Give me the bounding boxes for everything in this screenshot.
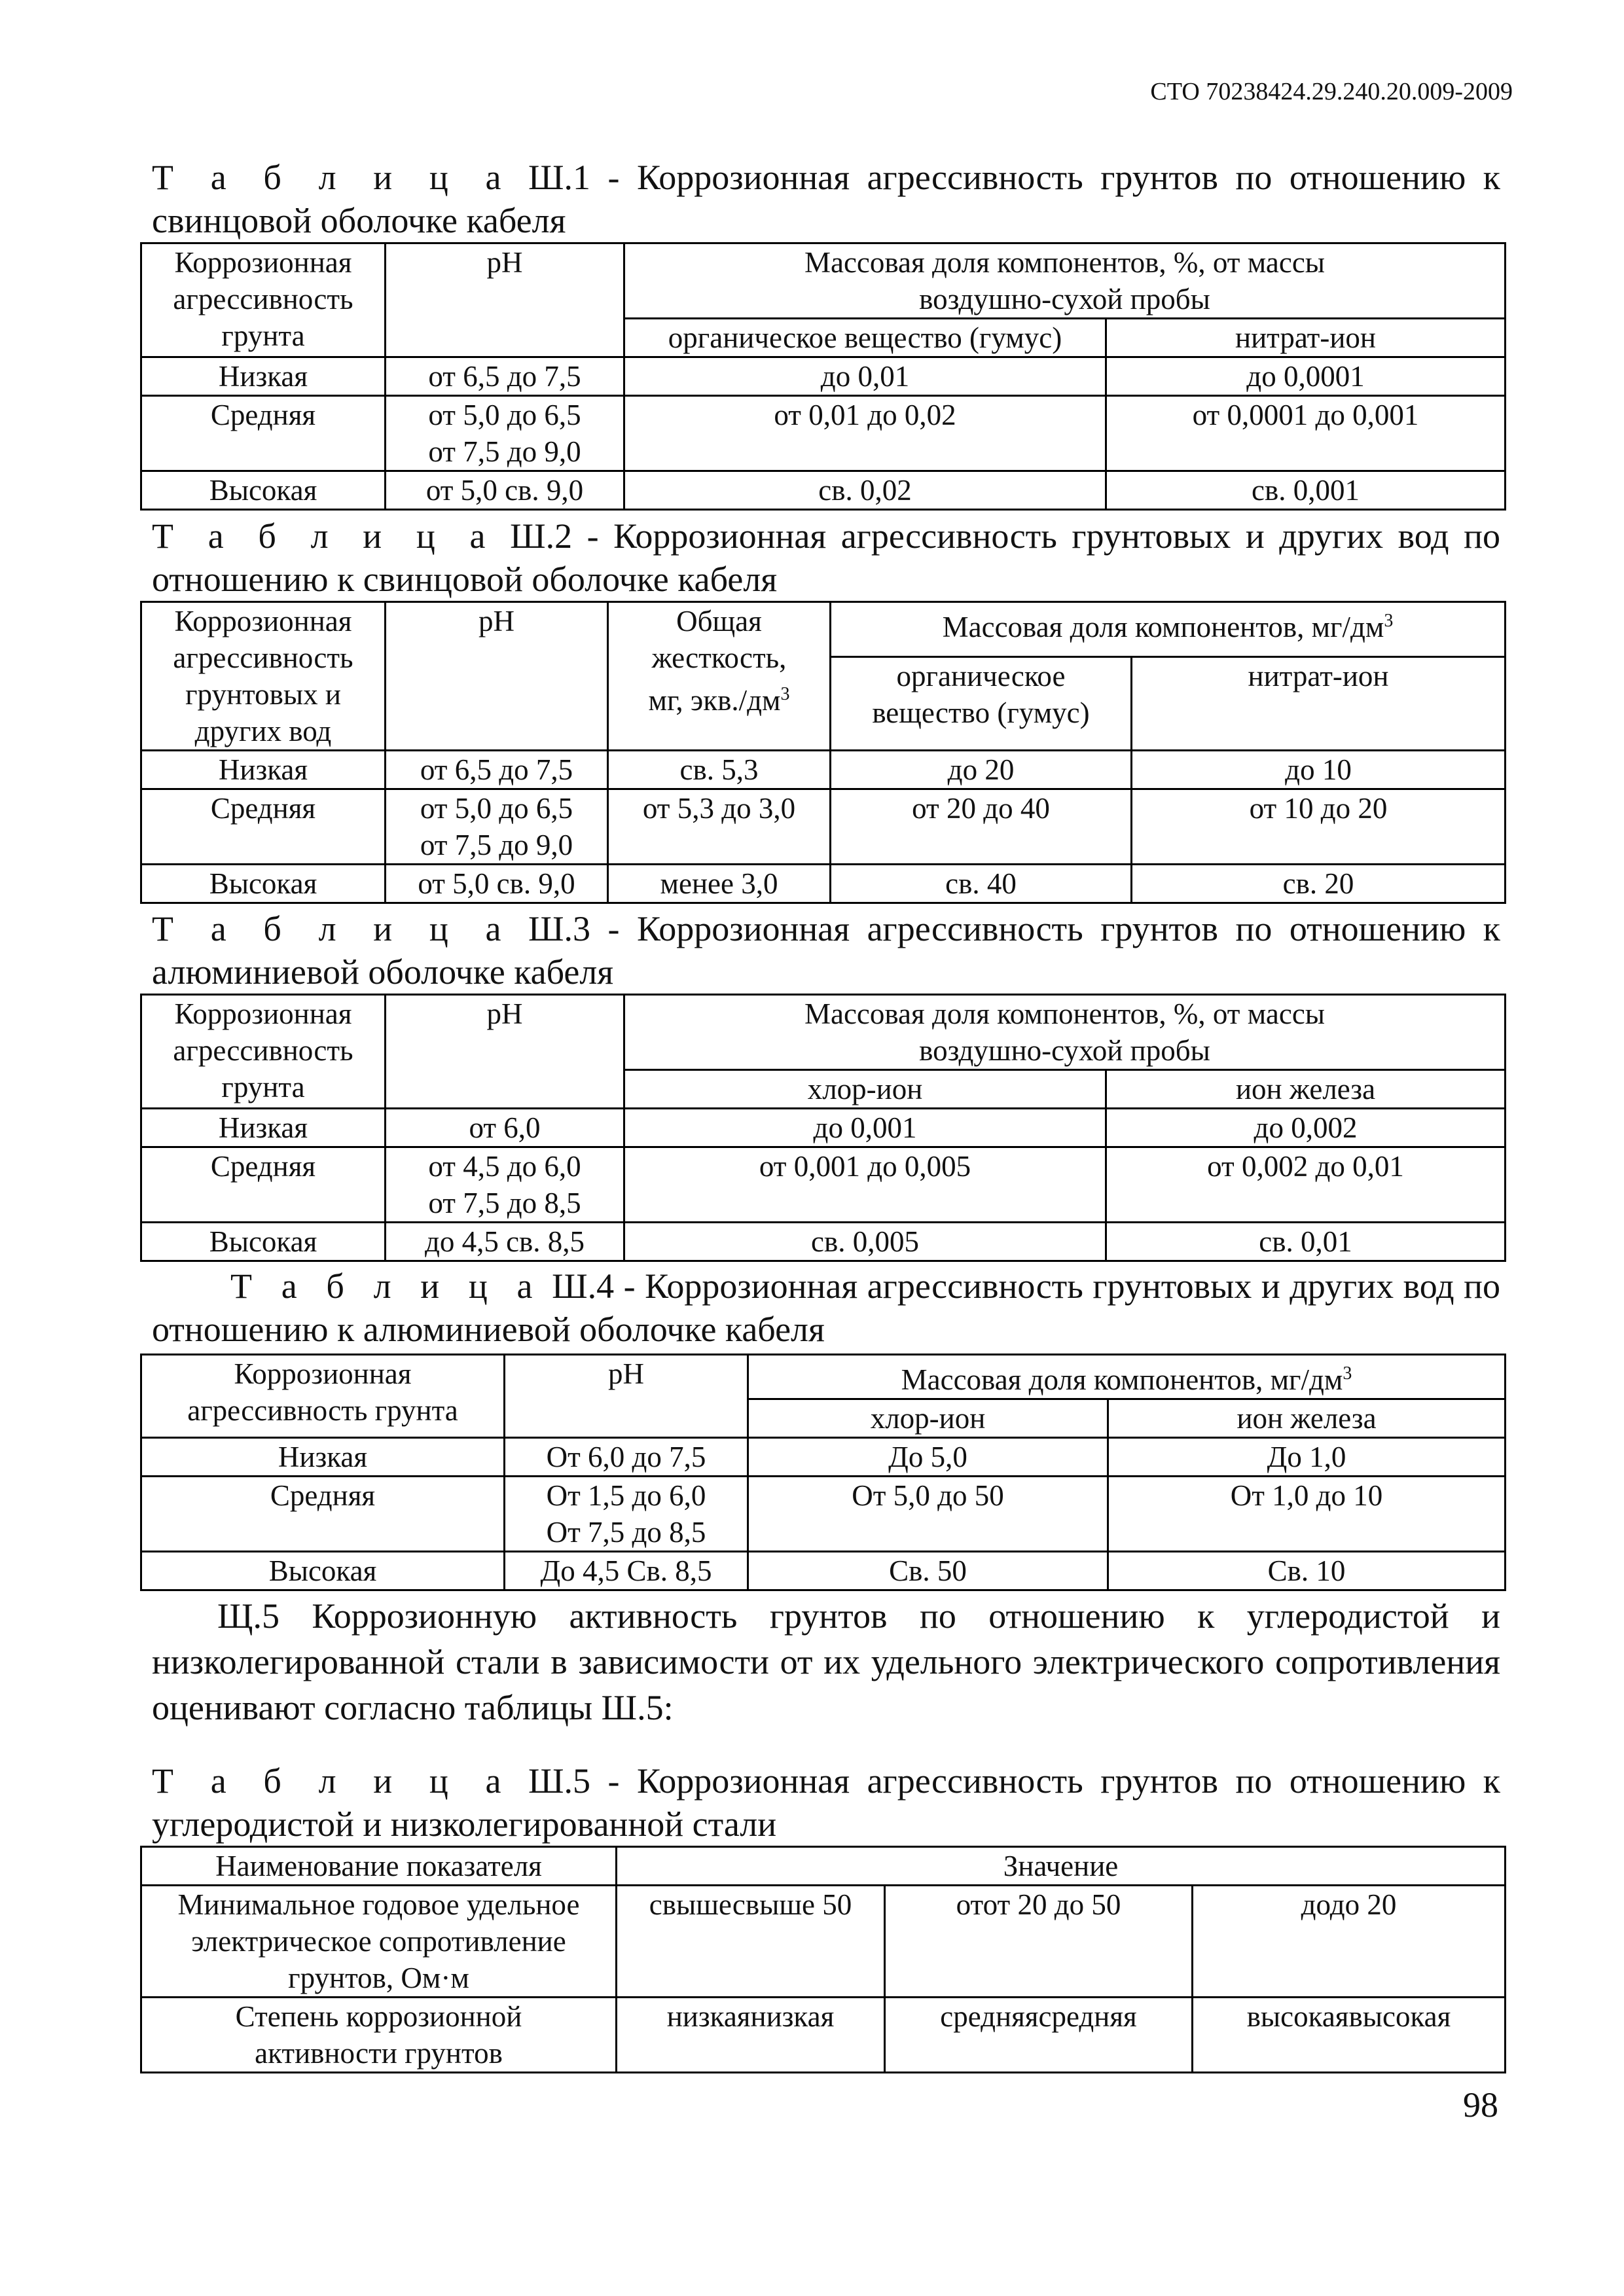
cell-chloride-ion: От 5,0 до 50 [748,1477,1108,1552]
table-row [141,471,1506,510]
table-3 [140,994,1506,1262]
cell-organic-matter: до 20 [831,751,1132,789]
table-row [141,1886,1506,1998]
cell-indicator-name: Минимальное годовое удельное электрическое сопротивление грунтов, Ом·м [141,1886,617,1998]
cell-aggressiveness: Высокая [141,1552,505,1590]
cell-value: свышесвыше 50 [617,1886,885,1998]
cell-aggressiveness: Средняя [141,396,386,471]
cell-indicator-name: Степень коррозионной активности грунтов [141,1998,617,2073]
cell-ph: от 4,5 до 6,0 от 7,5 до 8,5 [386,1147,624,1223]
header-mass-fraction: Массовая доля компонентов, %, от массы воздушно-сухой пробы [624,243,1506,319]
cell-aggressiveness: Низкая [141,1109,386,1147]
caption-text: Ш.4 - Коррозионная агрессивность грунтовых и других вод по отношению к алюминиевой оболочке кабеля [152,1266,1501,1349]
cell-iron-ion: Св. 10 [1108,1552,1506,1590]
header-nitrate-ion: нитрат-ион [1106,319,1506,357]
cell-value: низкаянизкая [617,1998,885,2073]
caption-lead: Т а б л и ц а [152,909,511,948]
cell-value: средняясредняя [885,1998,1193,2073]
cell-aggressiveness: Высокая [141,1223,386,1261]
table-row [141,1109,1506,1147]
cell-ph: от 6,5 до 7,5 [386,357,624,396]
cell-aggressiveness: Средняя [141,789,386,865]
cell-iron-ion: до 0,002 [1106,1109,1506,1147]
header-mass-fraction: Массовая доля компонентов, $мг/дм^3$ [831,602,1506,657]
cell-ph: От 6,0 до 7,5 [505,1438,748,1477]
cell-iron-ion: От 1,0 до 10 [1108,1477,1506,1552]
cell-chloride-ion: от 0,001 до 0,005 [624,1147,1106,1223]
header-ph: pH [386,995,624,1109]
cell-hardness: св. 5,3 [608,751,831,789]
table-5 [140,1846,1506,2073]
table-row [141,1552,1506,1590]
cell-nitrate-ion: св. 20 [1132,865,1506,903]
cell-nitrate-ion: до 0,0001 [1106,357,1506,396]
header-aggressiveness: Коррозионная агрессивность грунта [141,995,386,1109]
cell-ph: от 6,0 [386,1109,624,1147]
table-row [141,1147,1506,1223]
table-row [141,1847,1506,1886]
document-code: СТО 70238424.29.240.20.009-2009 [1150,78,1513,105]
table-row [141,995,1506,1070]
caption-lead: Т а б л и ц а [152,158,511,197]
table-row [141,751,1506,789]
cell-organic-matter: от 20 до 40 [831,789,1132,865]
cell-ph: от 5,0 св. 9,0 [386,865,608,903]
cell-aggressiveness: Низкая [141,751,386,789]
cell-nitrate-ion: от 10 до 20 [1132,789,1506,865]
caption-lead: Т а б л и ц а [152,516,496,556]
table-row [141,1223,1506,1261]
header-chloride-ion: хлор-ион [748,1399,1108,1438]
header-mass-fraction: Массовая доля компонентов, $мг/дм^3$ [748,1355,1506,1399]
table-1-caption [152,156,1500,242]
table-row [141,1355,1506,1399]
header-iron-ion: ион железа [1108,1399,1506,1438]
caption-text: Ш.2 - Коррозионная агрессивность грунтовых и других вод по отношению к свинцовой оболочке кабеля [152,516,1501,599]
cell-chloride-ion: До 5,0 [748,1438,1108,1477]
cell-ph: от 5,0 до 6,5 от 7,5 до 9,0 [386,396,624,471]
caption-text: Ш.1 - Коррозионная агрессивность грунтов по отношению к свинцовой оболочке кабеля [152,158,1501,240]
table-row [141,865,1506,903]
header-value: Значение [617,1847,1506,1886]
cell-iron-ion: от 0,002 до 0,01 [1106,1147,1506,1223]
cell-aggressiveness: Низкая [141,357,386,396]
cell-value: додо 20 [1193,1886,1506,1998]
cell-chloride-ion: Св. 50 [748,1552,1108,1590]
header-nitrate-ion: нитрат-ион [1132,657,1506,751]
header-organic-matter: органическое вещество (гумус) [831,657,1132,751]
caption-text: Ш.5 - Коррозионная агрессивность грунтов по отношению к углеродистой и низколегированной стали [152,1761,1501,1844]
caption-lead: Т а б л и ц а [230,1266,543,1306]
table-row [141,789,1506,865]
caption-lead: Т а б л и ц а [152,1761,511,1801]
header-chloride-ion: хлор-ион [624,1070,1106,1109]
cell-aggressiveness: Высокая [141,865,386,903]
body-paragraph [152,1593,1500,1731]
cell-ph: от 5,0 до 6,5 от 7,5 до 9,0 [386,789,608,865]
cell-hardness: менее 3,0 [608,865,831,903]
table-row [141,243,1506,319]
cell-ph: До 4,5 Св. 8,5 [505,1552,748,1590]
cell-organic-matter: св. 40 [831,865,1132,903]
cell-iron-ion: св. 0,01 [1106,1223,1506,1261]
header-ph: pH [386,243,624,357]
cell-nitrate-ion: св. 0,001 [1106,471,1506,510]
paragraph-text: Щ.5 Коррозионную активность грунтов по отношению к углеродистой и низколегированной стали в зависимости от их удельного электрического сопротивления оценивают согласно таблицы Ш.5: [152,1596,1500,1727]
caption-text: Ш.3 - Коррозионная агрессивность грунтов по отношению к алюминиевой оболочке кабеля [152,909,1501,992]
table-2-caption [152,514,1500,601]
header-aggressiveness: Коррозионная агрессивность грунта [141,1355,505,1438]
cell-aggressiveness: Низкая [141,1438,505,1477]
table-row [141,1477,1506,1552]
cell-chloride-ion: до 0,001 [624,1109,1106,1147]
cell-nitrate-ion: от 0,0001 до 0,001 [1106,396,1506,471]
cell-organic-matter: до 0,01 [624,357,1106,396]
table-5-caption [152,1759,1500,1846]
cell-ph: до 4,5 св. 8,5 [386,1223,624,1261]
cell-value: отот 20 до 50 [885,1886,1193,1998]
header-total-hardness: Общая жесткость, мг, $экв./дм^3$ [608,602,831,751]
cell-ph: от 6,5 до 7,5 [386,751,608,789]
header-indicator-name: Наименование показателя [141,1847,617,1886]
header-mass-fraction: Массовая доля компонентов, %, от массы воздушно-сухой пробы [624,995,1506,1070]
table-row [141,357,1506,396]
cell-aggressiveness: Средняя [141,1147,386,1223]
cell-ph: От 1,5 до 6,0 От 7,5 до 8,5 [505,1477,748,1552]
cell-aggressiveness: Высокая [141,471,386,510]
table-1 [140,242,1506,511]
cell-value: высокаявысокая [1193,1998,1506,2073]
cell-organic-matter: от 0,01 до 0,02 [624,396,1106,471]
cell-organic-matter: св. 0,02 [624,471,1106,510]
cell-aggressiveness: Средняя [141,1477,505,1552]
table-2 [140,601,1506,904]
table-row [141,1998,1506,2073]
header-ph: pH [386,602,608,751]
header-organic-matter: органическое вещество (гумус) [624,319,1106,357]
table-3-caption [152,907,1500,994]
cell-chloride-ion: св. 0,005 [624,1223,1106,1261]
table-4 [140,1354,1506,1591]
cell-iron-ion: До 1,0 [1108,1438,1506,1477]
table-row [141,1438,1506,1477]
header-ph: pH [505,1355,748,1438]
header-iron-ion: ион железа [1106,1070,1506,1109]
page-number: 98 [1463,2085,1498,2125]
table-row [141,602,1506,657]
cell-nitrate-ion: до 10 [1132,751,1506,789]
header-aggressiveness: Коррозионная агрессивность грунта [141,243,386,357]
cell-ph: от 5,0 св. 9,0 [386,471,624,510]
table-4-caption [152,1265,1500,1351]
table-row [141,396,1506,471]
cell-hardness: от 5,3 до 3,0 [608,789,831,865]
header-aggressiveness: Коррозионная агрессивность грунтовых и других вод [141,602,386,751]
